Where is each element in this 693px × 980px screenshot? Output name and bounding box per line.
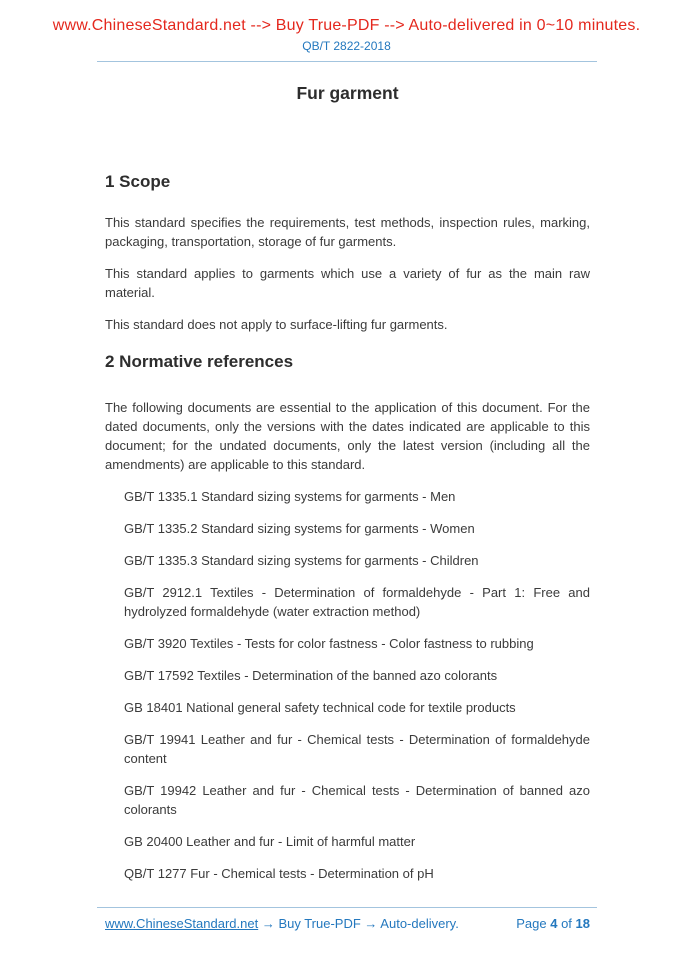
document-title: Fur garment: [296, 83, 399, 103]
reference-item: QB/T 1277 Fur - Chemical tests - Determination of pH: [124, 866, 434, 881]
header-divider: [97, 61, 597, 62]
page-current: 4: [550, 916, 558, 931]
reference-item: GB/T 1335.1 Standard sizing systems for garments - Men: [124, 489, 456, 504]
standard-code: QB/T 2822-2018: [302, 39, 391, 53]
reference-item: GB/T 1335.2 Standard sizing systems for garments - Women: [124, 521, 475, 536]
footer-tagline: → Buy True-PDF → Auto-delivery.: [261, 916, 459, 931]
scope-paragraph-1: This standard specifies the requirements, test methods, inspection rules, marking, packaging, transportation, storage of fur garments.: [105, 215, 590, 249]
reference-item: GB 20400 Leather and fur - Limit of harmful matter: [124, 834, 416, 849]
section-heading-scope: 1 Scope: [105, 172, 171, 191]
footer-divider: [97, 907, 597, 908]
scope-paragraph-2: This standard applies to garments which use a variety of fur as the main raw material.: [105, 266, 590, 300]
reference-item: GB/T 3920 Textiles - Tests for color fastness - Color fastness to rubbing: [124, 636, 534, 651]
top-banner-text: www.ChineseStandard.net --> Buy True-PDF --> Auto-delivered in 0~10 minutes.: [52, 17, 641, 34]
reference-item: GB/T 17592 Textiles - Determination of the banned azo colorants: [124, 668, 498, 683]
page-total: 18: [575, 916, 590, 931]
page-label: Page: [516, 916, 547, 931]
normative-intro-paragraph: The following documents are essential to the application of this document. For the dated documents, only the versions with the dates indicated are applicable to this document; for the undated documents, only the latest version (including all the amendments) are applicable to this standard.: [105, 400, 590, 472]
of-label: of: [561, 916, 572, 931]
document-body: [105, 83, 590, 883]
reference-item: GB 18401 National general safety technical code for textile products: [124, 700, 516, 715]
reference-item: GB/T 1335.3 Standard sizing systems for garments - Children: [124, 553, 479, 568]
page-footer: [0, 907, 693, 932]
reference-list: [105, 487, 590, 883]
footer-promo: [105, 916, 459, 932]
page-indicator: [516, 916, 590, 932]
scope-paragraph-3: This standard does not apply to surface-lifting fur garments.: [105, 317, 448, 332]
reference-item: GB/T 19942 Leather and fur - Chemical tests - Determination of banned azo colorants: [124, 783, 590, 817]
reference-item: GB/T 19941 Leather and fur - Chemical tests - Determination of formaldehyde content: [124, 732, 590, 766]
section-heading-normative-references: 2 Normative references: [105, 352, 294, 371]
reference-item: GB/T 2912.1 Textiles - Determination of formaldehyde - Part 1: Free and hydrolyzed formaldehyde (water extraction method): [124, 585, 590, 619]
footer-site-link[interactable]: www.ChineseStandard.net: [105, 916, 259, 931]
